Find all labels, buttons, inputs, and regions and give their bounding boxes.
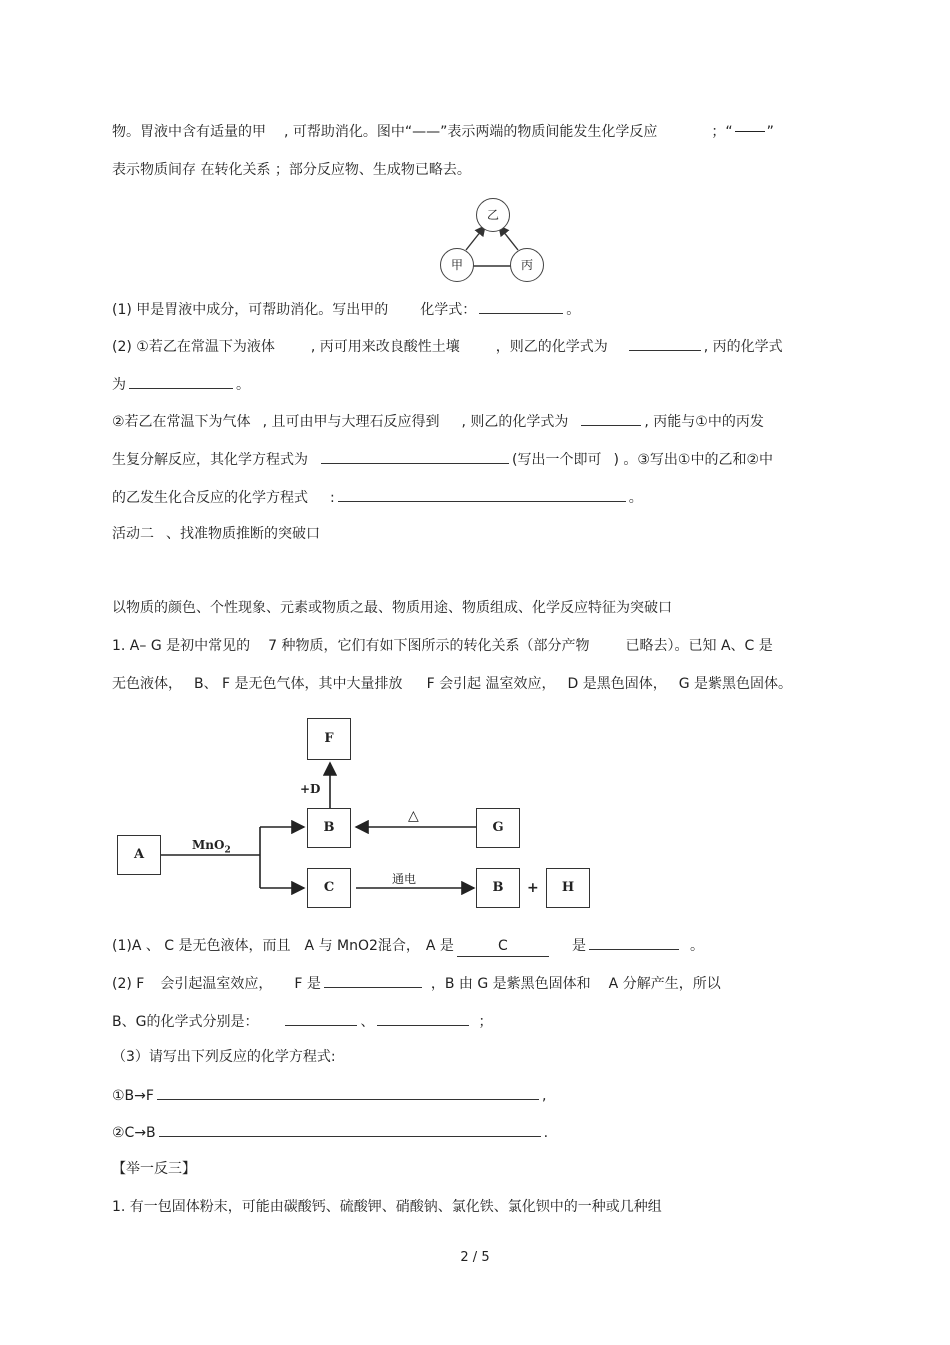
- q2-text: ，则乙的化学式为: [495, 339, 608, 355]
- q2-text: , 且可由甲与大理石反应得到: [262, 414, 440, 430]
- flow-node-b: B: [307, 808, 351, 848]
- q2-text: , 丙能与①中的丙发: [644, 414, 764, 430]
- answer-blank[interactable]: [157, 1085, 539, 1100]
- flow-label-plus-d: +D: [300, 782, 321, 796]
- catalyst-subscript: 2: [224, 845, 231, 856]
- edge-bing-yi: [499, 226, 518, 250]
- answer-blank[interactable]: [589, 935, 679, 950]
- fq-text: ②C→B: [112, 1125, 156, 1141]
- q2-text: (写出一个即可: [512, 452, 602, 468]
- answer-blank[interactable]: [581, 411, 641, 426]
- p1-text: 1. A– G 是初中常见的: [112, 638, 251, 654]
- flow-label-catalyst: [192, 838, 231, 855]
- question-1: [112, 299, 580, 320]
- flow-node-g: G: [476, 808, 520, 848]
- filled-answer: C: [498, 938, 508, 954]
- q2-text: ，其化学方程式为: [196, 452, 308, 468]
- intro-text: ”: [766, 124, 774, 140]
- flow-question-5: [112, 1085, 546, 1106]
- fq-text: A 与 MnO2混合，: [304, 938, 420, 954]
- q2-text: 的乙发生化合反应的化学方程式: [112, 490, 308, 506]
- p1-text: 已略去）。已知 A、C 是: [625, 638, 773, 654]
- fq-text: F 是: [294, 976, 321, 992]
- intro-line-2: 表示物质间存 在转化关系 ；部分反应物、生成物已略去。: [112, 162, 471, 178]
- flow-question-1: [112, 935, 704, 957]
- q2-text: :: [330, 490, 335, 506]
- p1-text: G 是紫黑色固体。: [678, 676, 793, 692]
- flow-node-c: C: [307, 868, 351, 908]
- intro-text: , 可帮助消化。图中“——”表示两端的物质间能发生化学反应: [284, 124, 658, 140]
- heading-text: 活动二: [112, 526, 154, 542]
- fq-text: .: [543, 1125, 549, 1141]
- q2-text: 。: [628, 490, 643, 506]
- fq-text: ①B→F: [112, 1088, 154, 1104]
- node-bing: 丙: [510, 248, 544, 282]
- answer-blank-filled[interactable]: [457, 936, 549, 957]
- fq-text: (1)A 、 C 是无色液体，而且: [112, 938, 291, 954]
- page-number: 2 / 5: [460, 1250, 490, 1265]
- q2-text: , 则乙的化学式为: [461, 414, 569, 430]
- intro-text: ；“: [711, 124, 733, 140]
- question-2-line-1: [112, 336, 783, 357]
- answer-blank[interactable]: [479, 299, 563, 314]
- flow-label-heat: △: [408, 808, 419, 824]
- node-jia: 甲: [440, 248, 474, 282]
- fq-text: ；: [478, 1014, 493, 1030]
- fq-text: B、G的化学式分别是：: [112, 1014, 259, 1030]
- answer-blank[interactable]: [629, 336, 701, 351]
- catalyst-text: MnO: [192, 838, 225, 852]
- p1-text: B、 F 是无色气体，其中大量排放: [194, 676, 403, 692]
- extension-title: 【举一反三】: [112, 1161, 196, 1177]
- flow-question-3: [112, 1011, 492, 1032]
- q2-text: , 丙的化学式: [703, 339, 783, 355]
- answer-blank[interactable]: [321, 449, 509, 464]
- q2-text: 生复分解反应: [112, 452, 196, 468]
- activity-2-desc: 以物质的颜色、个性现象、元素或物质之最、物质用途、物质组成、化学反应特征为突破口: [112, 600, 672, 616]
- fq-text: 。: [689, 938, 704, 954]
- fq-text: ，B 由 G 是紫黑色固体和: [430, 976, 591, 992]
- activity-2-title: [112, 524, 320, 544]
- answer-blank[interactable]: [377, 1011, 469, 1026]
- fq-text: (2) F: [112, 976, 145, 992]
- q1-text: 。: [566, 302, 581, 318]
- p1-text: D 是黑色固体，: [567, 676, 667, 692]
- question-2-line-5: [112, 487, 643, 508]
- edge-jia-yi: [466, 226, 485, 250]
- answer-blank[interactable]: [338, 487, 626, 502]
- q2-text: ) 。③写出①中的乙和②中: [613, 452, 774, 468]
- flow-node-f: F: [307, 718, 351, 760]
- answer-blank[interactable]: [324, 973, 422, 988]
- extension-problem-1: 1. 有一包固体粉末，可能由碳酸钙、硫酸钾、硝酸钠、氯化铁、氯化钡中的一种或几种组: [112, 1199, 662, 1215]
- question-2-line-4: [112, 449, 773, 470]
- flow-question-4: （3）请写出下列反应的化学方程式:: [112, 1049, 336, 1065]
- q2-text: 。: [236, 377, 250, 393]
- flow-node-h: H: [546, 868, 590, 908]
- problem-1-line-1: [112, 636, 773, 656]
- answer-blank[interactable]: [285, 1011, 357, 1026]
- answer-blank[interactable]: [159, 1122, 541, 1137]
- heading-text: 、找准物质推断的突破口: [166, 526, 320, 542]
- flow-label-electrolysis: 通电: [392, 872, 417, 886]
- flow-node-a: A: [117, 835, 161, 875]
- flow-question-6: [112, 1122, 548, 1143]
- fq-text: 会引起温室效应，: [160, 976, 273, 992]
- p1-text: F 会引起 温室效应，: [426, 676, 556, 692]
- problem-1-line-2: [112, 674, 792, 694]
- answer-blank[interactable]: [129, 374, 233, 389]
- q2-text: ②若乙在常温下为气体: [112, 414, 251, 430]
- fq-text: A 是: [425, 938, 454, 954]
- q1-text: (1) 甲是胃液中成分，可帮助消化。写出甲的: [112, 302, 389, 318]
- flow-label-plus: +: [527, 880, 539, 896]
- p1-text: 无色液体，: [112, 676, 182, 692]
- flow-question-2: [112, 973, 721, 994]
- fq-text: 是: [571, 938, 586, 954]
- node-yi: 乙: [476, 198, 510, 232]
- question-2-line-2: [112, 374, 250, 395]
- question-2-line-3: [112, 411, 764, 432]
- fq-text: ,: [541, 1088, 547, 1104]
- flow-node-b-product: B: [476, 868, 520, 908]
- fq-text: 、: [360, 1014, 375, 1030]
- p1-text: 7 种物质，它们有如下图所示的转化关系（部分产物: [268, 638, 590, 654]
- q2-text: 为: [112, 377, 126, 393]
- intro-text: 物。胃液中含有适量的甲: [112, 124, 266, 140]
- q2-text: (2) ①若乙在常温下为液体: [112, 339, 275, 355]
- fq-text: A 分解产生，所以: [608, 976, 721, 992]
- q1-text: 化学式：: [420, 302, 477, 318]
- q2-text: , 丙可用来改良酸性土壤: [310, 339, 460, 355]
